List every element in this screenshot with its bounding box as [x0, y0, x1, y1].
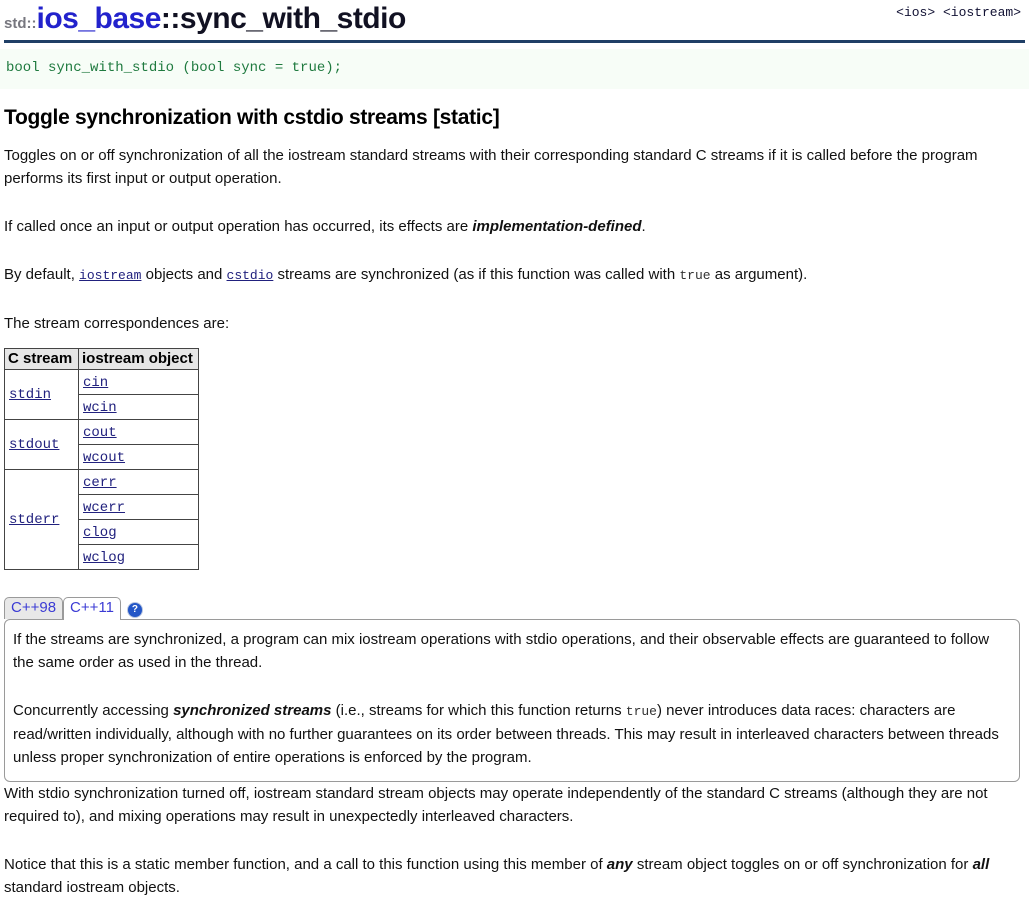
cell-iostream-wcerr	[79, 495, 199, 520]
link-cout[interactable]: cout	[83, 424, 117, 441]
tab-panel-paragraph-1: If the streams are synchronized, a program can mix iostream operations with stdio operations, and their observable effects are guaranteed to follow the same order as used in the thread.	[13, 631, 990, 671]
header-link-iostream[interactable]: <iostream>	[942, 5, 1021, 20]
cell-c-stream-stderr	[5, 470, 79, 570]
link-cstdio[interactable]: cstdio	[226, 268, 274, 283]
cell-iostream-clog	[79, 520, 199, 545]
tab-panel-cpp11	[4, 619, 1020, 782]
table-row	[5, 370, 199, 395]
tp2-inline-code-true: true	[625, 704, 657, 719]
include-headers	[896, 5, 1021, 20]
link-wclog[interactable]: wclog	[83, 549, 126, 566]
title-member: ::sync_with_stdio	[160, 2, 406, 35]
help-icon[interactable]: ?	[128, 603, 142, 617]
fp2-text-c: standard iostream objects.	[4, 879, 180, 896]
p2-text-b: .	[641, 218, 646, 235]
header-link-ios[interactable]: <ios>	[896, 5, 936, 20]
table-header-row	[5, 349, 199, 370]
cell-iostream-cin	[79, 370, 199, 395]
standard-version-tabs	[4, 597, 1029, 782]
p2-emphasis: implementation-defined	[472, 218, 642, 235]
cell-iostream-wcin	[79, 395, 199, 420]
p3-text-b: objects and	[141, 266, 227, 283]
cell-c-stream-stdin	[5, 370, 79, 420]
section-heading: Toggle synchronization with cstdio streams [static]	[4, 106, 500, 129]
p2-text-a: If called once an input or output operation has occurred, its effects are	[4, 218, 473, 235]
title-divider	[4, 40, 1025, 43]
fp2-emphasis-all: all	[972, 856, 990, 873]
link-clog[interactable]: clog	[83, 524, 117, 541]
fp2-emphasis-any: any	[606, 856, 633, 873]
tp2-text-a: Concurrently accessing	[13, 702, 174, 719]
footer-paragraph-2	[4, 853, 1004, 899]
tp2-emphasis: synchronized streams	[173, 702, 332, 719]
page-title	[4, 0, 1025, 36]
link-stderr[interactable]: stderr	[9, 512, 60, 528]
col-header-iostream-object: iostream object	[79, 349, 199, 370]
fp2-text-a: Notice that this is a static member function, and a call to this function using this member of	[4, 856, 607, 873]
stream-correspondence-table	[4, 348, 199, 570]
cell-iostream-wclog	[79, 545, 199, 570]
description-paragraph-1: Toggles on or off synchronization of all the iostream standard streams with their corresponding standard C streams if it is called before the program performs its first input or output operation.	[4, 147, 978, 187]
cell-iostream-cout	[79, 420, 199, 445]
footer-paragraph-1: With stdio synchronization turned off, iostream standard stream objects may operate independently of the standard C streams (although they are not required to), and mixing operations may result in unexpectedly interleaved characters.	[4, 785, 988, 825]
cell-c-stream-stdout	[5, 420, 79, 470]
tab-cpp98[interactable]: C++98	[4, 597, 63, 619]
link-cin[interactable]: cin	[83, 374, 109, 391]
page-header	[0, 0, 1029, 43]
link-wcin[interactable]: wcin	[83, 399, 117, 416]
p3-text-a: By default,	[4, 266, 80, 283]
title-namespace: std::	[4, 15, 37, 32]
tab-panel-paragraph-2	[13, 699, 1009, 769]
cell-iostream-cerr	[79, 470, 199, 495]
p3-text-c: streams are synchronized (as if this function was called with	[273, 266, 680, 283]
cell-iostream-wcout	[79, 445, 199, 470]
link-stdin[interactable]: stdin	[9, 387, 52, 403]
function-prototype: bool sync_with_stdio (bool sync = true);	[0, 49, 1029, 89]
link-cerr[interactable]: cerr	[83, 474, 117, 491]
description-paragraph-3	[4, 263, 1004, 287]
tp2-text-c: ) never introduces data races: characters are read/written individually, although with no further guarantees on its order between threads. This may result in interleaved characters between threads unless proper synchronization of entire operations is enforced by the program.	[13, 702, 999, 766]
table-row	[5, 420, 199, 445]
tab-cpp11[interactable]: C++11	[63, 597, 121, 620]
tp2-text-b: (i.e., streams for which this function returns	[331, 702, 626, 719]
link-iostream[interactable]: iostream	[79, 268, 142, 283]
col-header-c-stream: C stream	[5, 349, 79, 370]
p3-text-d: as argument).	[710, 266, 808, 283]
link-wcerr[interactable]: wcerr	[83, 499, 126, 516]
link-stdout[interactable]: stdout	[9, 437, 60, 453]
p3-inline-code-true: true	[679, 268, 711, 283]
fp2-text-b: stream object toggles on or off synchronization for	[632, 856, 973, 873]
link-wcout[interactable]: wcout	[83, 449, 126, 466]
table-row	[5, 470, 199, 495]
description-paragraph-2	[4, 215, 1004, 238]
tab-strip	[4, 597, 1029, 619]
title-class: ios_base	[36, 2, 161, 35]
description-paragraph-4: The stream correspondences are:	[4, 315, 230, 332]
